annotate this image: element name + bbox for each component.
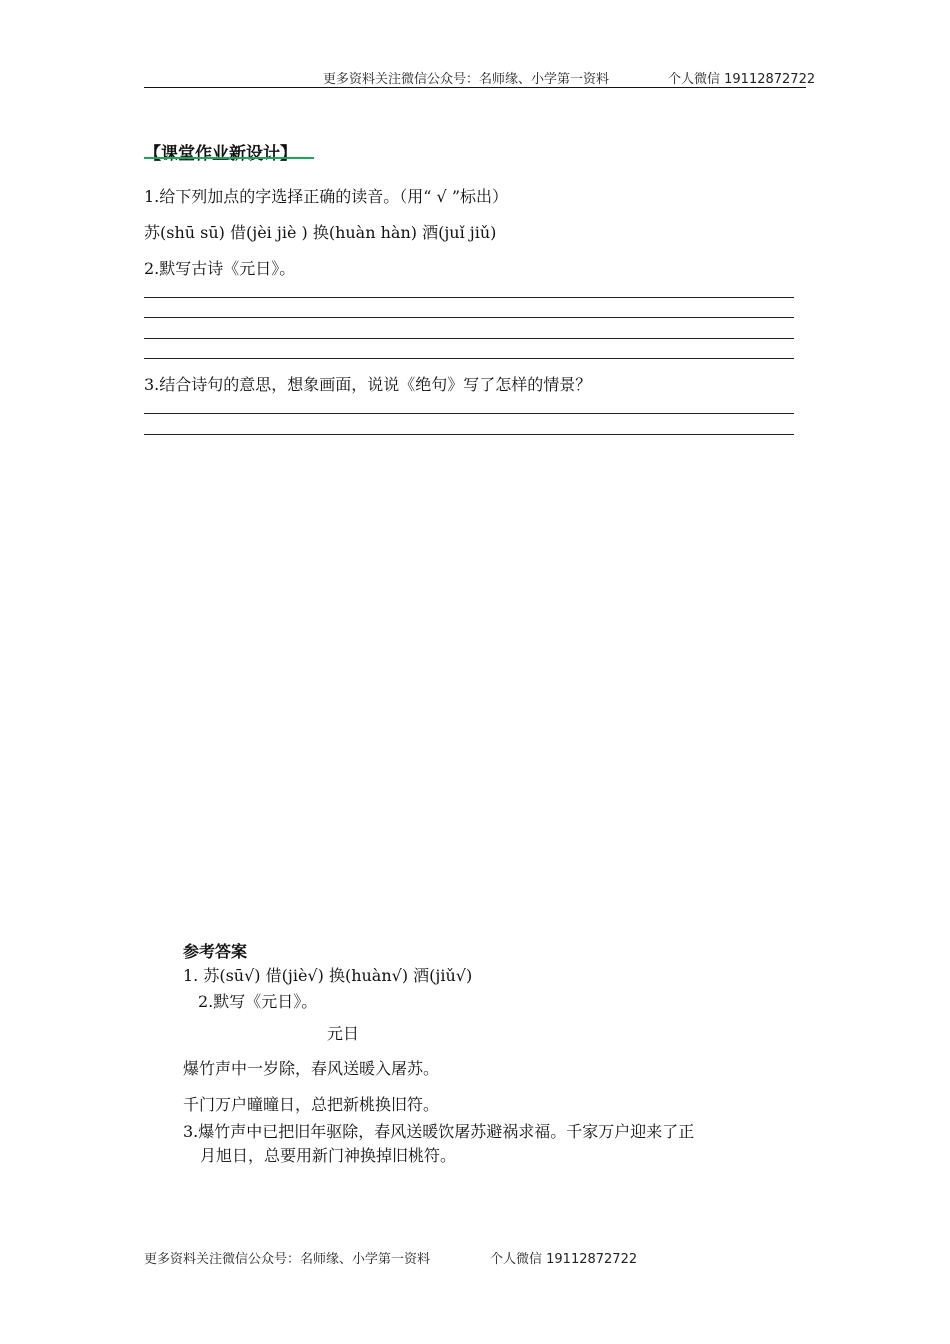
- question-1-options: 苏(shū sū) 借(jèi jiè ) 换(huàn hàn) 酒(juǐ jiǔ): [144, 223, 497, 242]
- question-1: 1.给下列加点的字选择正确的读音。（用“ √ ”标出）: [144, 187, 508, 206]
- section-title: 【课堂作业新设计】: [144, 144, 297, 164]
- header-wechat: 个人微信 19112872722: [668, 72, 816, 87]
- writing-line: [144, 297, 794, 298]
- writing-line: [144, 317, 794, 318]
- answer-2: 2.默写《元日》。: [198, 992, 318, 1011]
- answers-title: 参考答案: [183, 942, 248, 961]
- poem-line-1: 爆竹声中一岁除，春风送暖入屠苏。: [183, 1059, 440, 1078]
- question-2: 2.默写古诗《元日》。: [144, 259, 296, 278]
- writing-line: [144, 338, 794, 339]
- header-text: 更多资料关注微信公众号：名师缘、小学第一资料: [323, 72, 610, 87]
- answer-1: 1. 苏(sū√) 借(jiè√) 换(huàn√) 酒(jiǔ√): [183, 966, 473, 985]
- header-rule: [144, 87, 806, 88]
- footer-wechat: 个人微信 19112872722: [490, 1252, 638, 1267]
- answer-3-line-2: 月旭日，总要用新门神换掉旧桃符。: [200, 1146, 457, 1165]
- writing-line: [144, 358, 794, 359]
- question-3: 3.结合诗句的意思，想象画面，说说《绝句》写了怎样的情景？: [144, 375, 592, 394]
- footer-text: 更多资料关注微信公众号：名师缘、小学第一资料: [144, 1252, 431, 1267]
- section-title-underline: [144, 157, 314, 159]
- writing-line: [144, 434, 794, 435]
- answer-3-line-1: 3.爆竹声中已把旧年驱除，春风送暖饮屠苏避祸求福。千家万户迎来了正: [183, 1122, 695, 1141]
- poem-title: 元日: [327, 1024, 360, 1043]
- writing-line: [144, 413, 794, 414]
- poem-line-2: 千门万户曈曈日，总把新桃换旧符。: [183, 1095, 440, 1114]
